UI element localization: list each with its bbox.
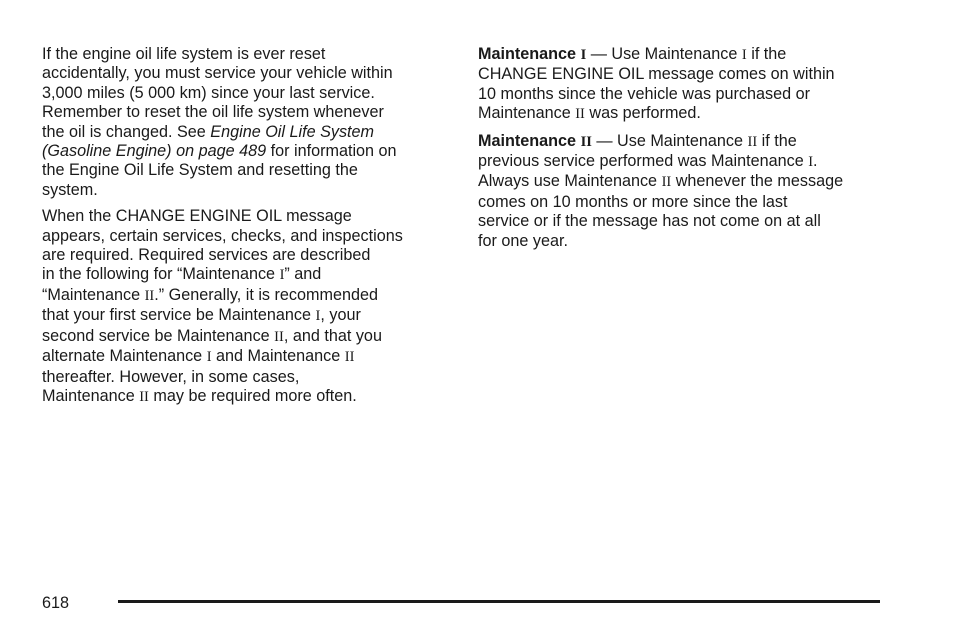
- roman-numeral: I: [279, 267, 285, 284]
- text-run: — Use Maintenance: [586, 45, 742, 63]
- text-run: may be required more often.: [148, 386, 357, 405]
- roman-numeral: I: [315, 308, 321, 325]
- text-line: [478, 152, 888, 172]
- roman-numeral: II: [580, 133, 592, 150]
- text-run: Always use Maintenance: [478, 172, 662, 191]
- text-run: alternate Maintenance: [42, 347, 207, 366]
- text-line: 3,000 miles (5 000 km) since your last service.: [42, 83, 375, 102]
- roman-numeral: I: [808, 154, 814, 171]
- text-run: was performed.: [584, 104, 701, 123]
- text-line: [42, 286, 444, 306]
- text-line: [42, 387, 444, 407]
- text-line: When the CHANGE ENGINE OIL message: [42, 207, 352, 226]
- roman-numeral: II: [661, 174, 672, 191]
- maintenance-ii-heading: Maintenance: [478, 131, 581, 150]
- text-line: comes on 10 months or more since the last: [478, 192, 788, 211]
- roman-numeral: I: [206, 349, 212, 366]
- text-run: if the: [757, 131, 797, 150]
- footer-rule: [118, 600, 880, 603]
- text-run: for information on: [266, 142, 397, 161]
- text-run: Maintenance: [478, 104, 576, 123]
- right-column: [478, 45, 888, 258]
- text-line: [42, 142, 444, 161]
- oil-life-reset-paragraph: [42, 45, 444, 200]
- text-run: , and that you: [283, 326, 382, 345]
- text-line: [42, 123, 444, 142]
- text-run: the oil is changed. See: [42, 122, 211, 141]
- text-line: for one year.: [478, 231, 568, 250]
- text-line: [42, 265, 444, 285]
- text-line: system.: [42, 180, 98, 199]
- roman-numeral: II: [274, 328, 284, 345]
- text-run: that your first service be Maintenance: [42, 306, 316, 325]
- text-run: if the: [746, 45, 787, 63]
- text-run: “Maintenance: [42, 285, 145, 304]
- text-line: appears, certain services, checks, and inspections: [42, 226, 403, 245]
- text-run: — Use Maintenance: [591, 131, 748, 150]
- text-run: and Maintenance: [211, 347, 345, 366]
- text-line: CHANGE ENGINE OIL message comes on within: [478, 65, 835, 84]
- roman-numeral: I: [741, 47, 747, 63]
- text-line: accidentally, you must service your vehicle within: [42, 64, 393, 83]
- maintenance-ii-paragraph: [478, 132, 888, 251]
- text-line: [42, 327, 444, 347]
- text-line: 10 months since the vehicle was purchased or: [478, 84, 811, 103]
- text-run: whenever the message: [671, 172, 844, 191]
- text-run: ” and: [284, 265, 322, 284]
- text-line: [478, 172, 888, 192]
- text-run: previous service performed was Maintenance: [478, 152, 809, 171]
- text-run: in the following for “Maintenance: [42, 265, 280, 284]
- change-oil-message-paragraph: [42, 207, 444, 407]
- text-run: second service be Maintenance: [42, 326, 275, 345]
- text-line: If the engine oil life system is ever reset: [42, 45, 326, 63]
- text-run: Maintenance: [42, 386, 140, 405]
- roman-numeral: II: [575, 106, 585, 123]
- text-run: .: [813, 152, 818, 171]
- text-line: [478, 45, 888, 65]
- text-line: [42, 347, 444, 367]
- page-number: 618: [42, 594, 70, 612]
- text-line: are required. Required services are described: [42, 246, 371, 265]
- text-line: the Engine Oil Life System and resetting the: [42, 161, 358, 180]
- text-line: thereafter. However, in some cases,: [42, 367, 300, 386]
- text-line: [478, 132, 888, 152]
- left-column: [42, 45, 444, 414]
- cross-reference-link[interactable]: (Gasoline Engine) on page 489: [42, 142, 267, 161]
- text-line: service or if the message has not come on at all: [478, 212, 821, 231]
- text-line: Remember to reset the oil life system whenever: [42, 103, 384, 122]
- text-run: .” Generally, it is recommended: [154, 285, 378, 304]
- text-line: [478, 104, 888, 124]
- text-line: [42, 306, 444, 326]
- roman-numeral: I: [580, 47, 587, 63]
- text-run: , your: [320, 306, 361, 325]
- roman-numeral: II: [344, 349, 355, 366]
- roman-numeral: II: [144, 287, 155, 304]
- roman-numeral: II: [139, 388, 149, 405]
- maintenance-i-paragraph: [478, 45, 888, 125]
- cross-reference-link[interactable]: Engine Oil Life System: [210, 122, 375, 141]
- maintenance-i-heading: Maintenance: [478, 45, 581, 63]
- roman-numeral: II: [747, 133, 758, 150]
